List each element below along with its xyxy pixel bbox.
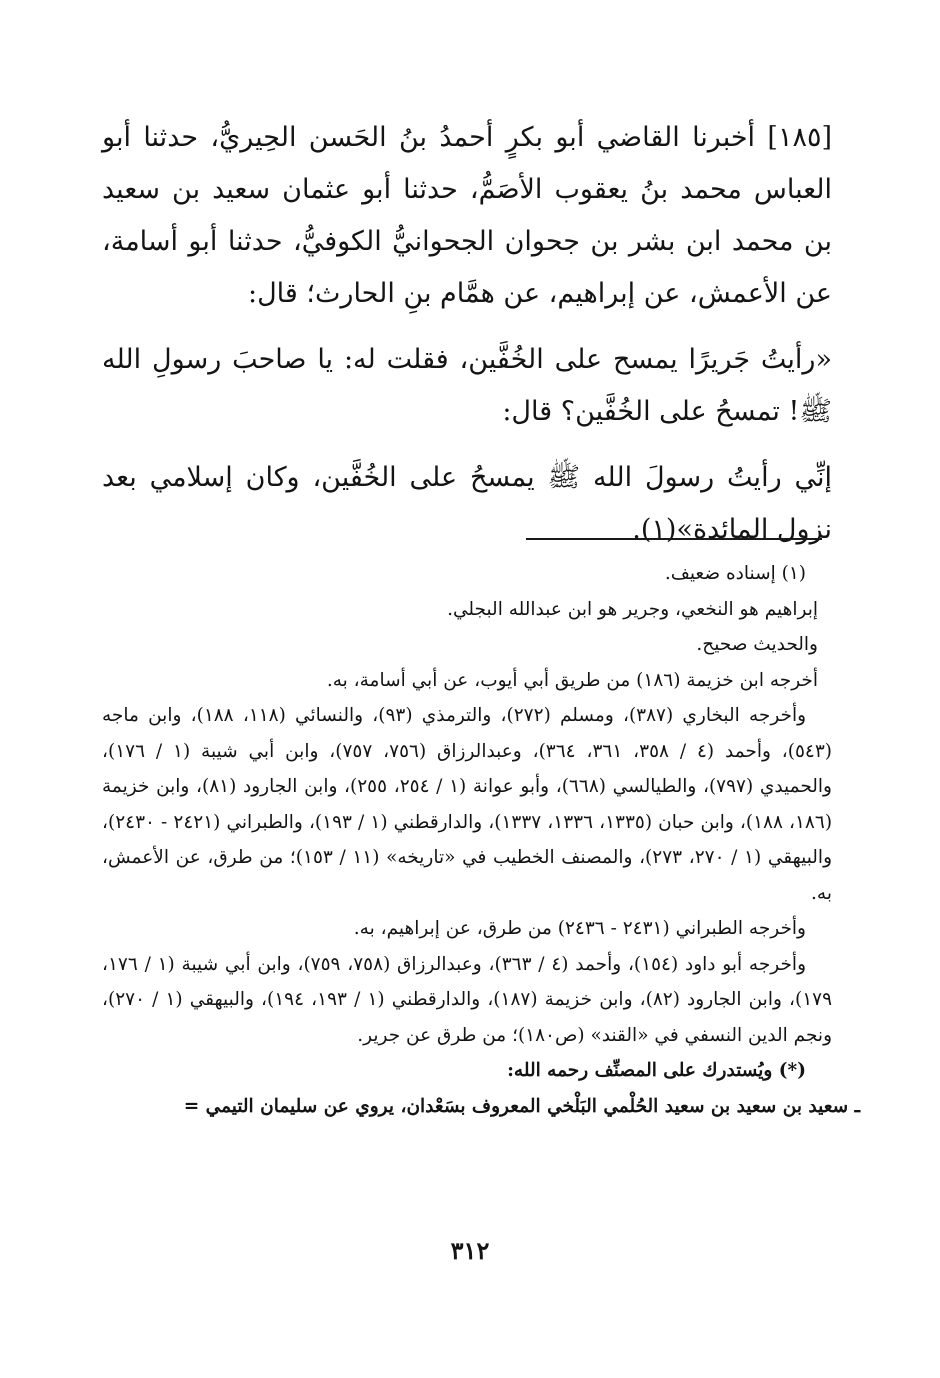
footnote-separator: [526, 538, 822, 540]
footnote-line: إبراهيم هو النخعي، وجرير هو ابن عبدالله البجلي.: [447, 598, 818, 620]
footnote-line: وأخرجه البخاري (٣٨٧)، ومسلم (٢٧٢)، والترمذي (٩٣)، والنسائي (١١٨، ١٨٨)، وابن ماجه (٥٤٣)، وأحمد (٤ / ٣٥٨، ٣٦١، ٣٦٤)، وعبدالرزاق (٧٥٦، ٧٥٧)، وابن أبي شيبة (١ / ١٧٦)، والحميدي (٧٩٧)، والطيالسي (٦٦٨)، وأبو عوانة (١ / ٢٥٤، ٢٥٥)، وابن الجارود (٨١)، وابن خزيمة (١٨٦، ١٨٨)، وابن حبان (١٣٣٥، ١٣٣٦، ١٣٣٧)، والدارقطني (١ / ١٩٣)، والطبراني (٢٤٢١ - ٢٤٣٠)، والبيهقي (١ / ٢٧٠، ٢٧٣)، والمصنف الخطيب في «تاريخه» (١١ / ١٥٣)؛ من طرق، عن الأعمش، به.: [102, 705, 833, 904]
footnote-line: والحديث صحيح.: [696, 634, 818, 655]
footnote-addendum-heading: (*) ويُستدرك على المصنِّف رحمه الله:: [507, 1060, 806, 1081]
hadith-isnad-paragraph: [١٨٥] أخبرنا القاضي أبو بكرٍ أحمدُ بنُ الحَسن الحِيريُّ، حدثنا أبو العباس محمد بنُ يعقوب الأصَمُّ، حدثنا أبو عثمان سعيد بن سعيد بن محمد ابن بشر بن جحوان الجحوانيُّ الكوفيُّ، حدثنا أبو أسامة، عن الأعمش، عن إبراهيم، عن همَّام بنِ الحارث؛ قال:: [102, 122, 832, 309]
main-text: [102, 112, 832, 556]
page-number: ٣١٢: [450, 1236, 490, 1265]
footnote-line: وأخرجه أبو داود (١٥٤)، وأحمد (٤ / ٣٦٣)، وعبدالرزاق (٧٥٨، ٧٥٩)، وابن أبي شيبة (١ / ١٧٦، ١٧٩)، وابن الجارود (٨٢)، وابن خزيمة (١٨٧)، والدارقطني (١ / ١٩٣، ١٩٤)، والبيهقي (١ / ٢٧٠)، ونجم الدين النسفي في «القند» (ص١٨٠)؛ من طرق عن جرير.: [102, 953, 833, 1046]
hadith-matn-continuation: إنِّي رأيتُ رسولَ الله ﷺ يمسحُ على الخُفَّين، وكان إسلامي بعد نزول المائدة»(١).: [102, 462, 832, 545]
footnote-line: وأخرجه الطبراني (٢٤٣١ - ٢٤٣٦) من طرق، عن إبراهيم، به.: [353, 918, 806, 939]
footnote-1: (١) إسناده ضعيف.: [664, 563, 806, 584]
footnotes: [102, 556, 860, 1124]
hadith-matn-paragraph: «رأيتُ جَريرًا يمسح على الخُفَّين، فقلت له: يا صاحبَ رسولِ الله ﷺ! تمسحُ على الخُفَّين؟ قال:: [102, 344, 832, 427]
footnote-addendum-entry: ـ سعيد بن سعيد بن سعيد الحُلْمي البَلْخي المعروف بسَعْدان، يروي عن سليمان التيمي =: [183, 1095, 860, 1117]
footnote-line: أخرجه ابن خزيمة (١٨٦) من طريق أبي أيوب، عن أبي أسامة، به.: [326, 669, 818, 691]
